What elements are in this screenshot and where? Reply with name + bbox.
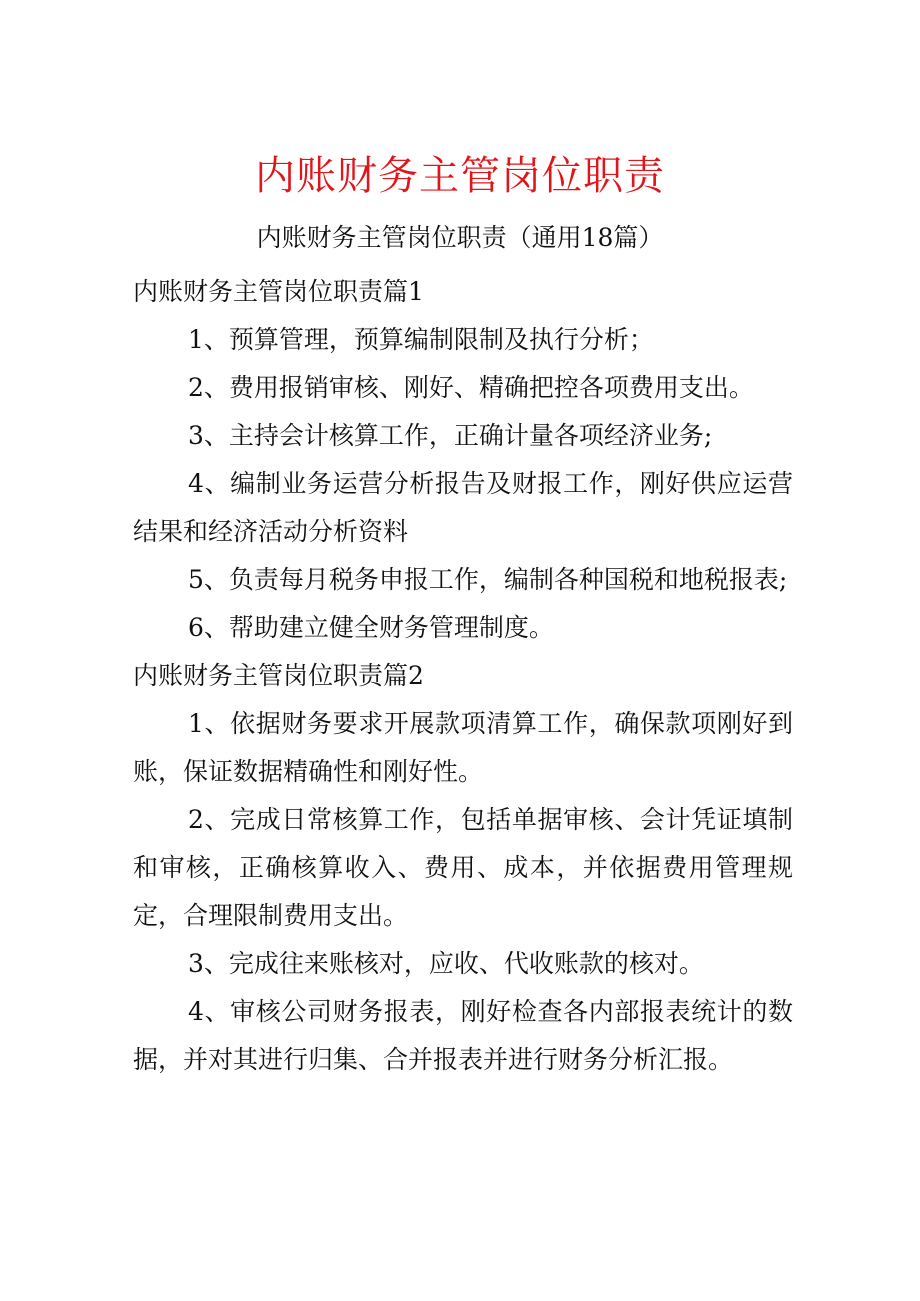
- paragraph: 3、主持会计核算工作，正确计量各项经济业务;: [188, 421, 713, 450]
- paragraph: 3、完成往来账核对，应收、代收账款的核对。: [188, 949, 704, 978]
- paragraph: 4、编制业务运营分析报告及财报工作，刚好供应运营结果和经济活动分析资料: [133, 469, 793, 546]
- paragraph: 2、完成日常核算工作，包括单据审核、会计凭证填制和审核，正确核算收入、费用、成本，并依据费用管理规定，合理限制费用支出。: [133, 805, 793, 930]
- paragraph: 4、审核公司财务报表，刚好检查各内部报表统计的数据，并对其进行归集、合并报表并进行财务分析汇报。: [133, 997, 793, 1074]
- paragraph: 2、费用报销审核、刚好、精确把控各项费用支出。: [188, 373, 754, 402]
- paragraph: 1、依据财务要求开展款项清算工作，确保款项刚好到账，保证数据精确性和刚好性。: [133, 709, 793, 786]
- document-title: 内账财务主管岗位职责: [255, 153, 665, 199]
- paragraph: 6、帮助建立健全财务管理制度。: [188, 613, 554, 642]
- paragraph: 5、负责每月税务申报工作，编制各种国税和地税报表;: [188, 565, 788, 594]
- paragraph: 1、预算管理，预算编制限制及执行分析；: [188, 325, 654, 354]
- document-body: [133, 268, 793, 1084]
- section-heading-1: 内账财务主管岗位职责篇1: [133, 277, 424, 306]
- section-heading-2: 内账财务主管岗位职责篇2: [133, 661, 424, 690]
- document-subtitle: 内账财务主管岗位职责（通用18篇）: [256, 223, 664, 252]
